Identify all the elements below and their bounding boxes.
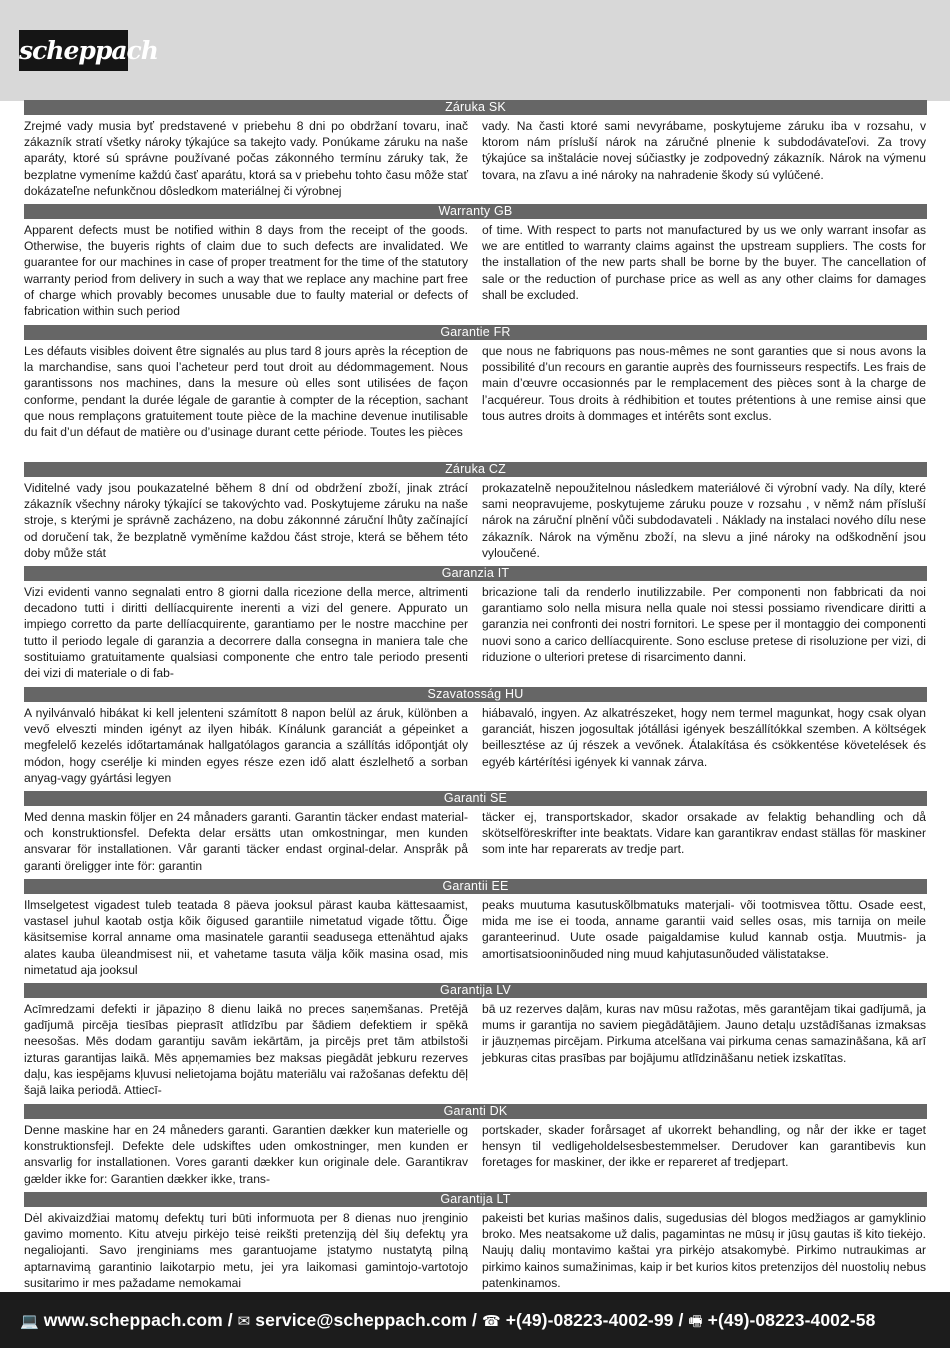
warranty-section-ee bbox=[24, 879, 927, 983]
section-title: Warranty GB bbox=[24, 204, 927, 219]
website-link[interactable]: www.scheppach.com bbox=[43, 1310, 223, 1330]
section-title: Záruka SK bbox=[24, 100, 927, 115]
warranty-text-left: Viditelné vady jsou poukazatelné během 8 dní od obdržení zboží, jinak ztrácí zákazník všechny nároky týkající se takovýchto vad. Poskytujeme záruku na naše stroje, s kterými je správně zacházeno, na dobu zákonnné záruční lhůty začínající od doručení tak, že bezplatně vyměníme každou část stroje, která se během této doby může stát bbox=[24, 481, 468, 560]
warranty-text-left: Vizi evidenti vanno segnalati entro 8 giorni dalla ricezione della merce, altrimenti decadono tutti i diritti dellíacquirente inerenti a vizi del genere. Appurato un impiego corretto da parte dellíacquirente, garantiamo per le nostre macchine per tutto il periodo legale di garanzia a decorrere dalla consegna in maniera tale che sostituiamo gratuitamente qualsiasi componente che entro tale periodo presenti dei vizi di materiale o di fab- bbox=[24, 585, 468, 681]
section-title: Garantii EE bbox=[24, 879, 927, 894]
warranty-section-lv bbox=[24, 983, 927, 1104]
warranty-text-right: vady. Na časti ktoré sami nevyrábame, poskytujeme záruku iba v rozsahu, v ktorom nám prísluší nárok na záručné plnenie k subdodávateľovi. Za trovy týkajúce sa inštalácie novej súčiastky je zodpovedný zákazník. Nárok na výmenu tovara, na zľavu a iné nároky na nahradenie škody sú vylúčené. bbox=[482, 119, 926, 182]
warranty-section-cz bbox=[24, 462, 927, 566]
scheppach-logo: scheppach bbox=[19, 30, 128, 71]
warranty-text-right: pakeisti bet kurias mašinos dalis, sugedusias dėl blogos medžiagos ar gamyklinio broko. Mes neatsakome už dalis, pagamintas ne mūsų ir jūsų gautas iš kito tiekėjo. Naujų dalių montavimo kaštai yra pirkėjo atsakomybė. Pirkimo nutraukimas ar pirkimo kainos sumažinimas, kaip ir bet kurios kitos pretenzijos dėl nuostolių nebus patenkinamos. bbox=[482, 1211, 926, 1290]
warranty-text-left: Apparent defects must be notified within 8 days from the receipt of the goods. Otherwise, the buyeris rights of claim due to such defects are invalidated. We guarantee for our machines in case of proper treatment for the time of the statutory warranty period from delivery in such a way that we replace any machine part free of charge which provably becomes unusable due to faulty material or defects of fabrication within such period bbox=[24, 223, 468, 319]
envelope-icon: ✉ bbox=[237, 1312, 251, 1330]
warranty-text-right: täcker ej, transportskador, skador orsakade av felaktig behandling och då skötselföreskrifter inte beaktats. Vidare kan garantikrav endast ställas för maskiner som inte har reparerats av tredje part. bbox=[482, 810, 926, 857]
section-title: Garanzia IT bbox=[24, 566, 927, 581]
computer-icon: 💻 bbox=[20, 1312, 39, 1330]
contact-footer bbox=[0, 1292, 950, 1348]
warranty-text-left: Acīmredzami defekti ir jāpaziņo 8 dienu laikā no preces saņemšanas. Pretējā gadījumā pircēja tiesības pieprasīt atlīdzību par šādiem defektiem ir spēkā neesošas. Mēs dodam garantiju savām iekārtām, ja pircējs pret tām atbilstoši izturas garantijas laikā. Mēs apņemamies bez maksas piegādāt jebkuru rezerves daļu, kas iespējams kļuvusi nelietojama bojātu materiālu vai ražošanas defektu dēļ šajā laika periodā. Attiecī- bbox=[24, 1002, 468, 1098]
warranty-text-left: Dėl akivaizdžiai matomų defektų turi būti informuota per 8 dienas nuo įrenginio gavimo momento. Kitu atveju pirkėjo teisė reikšti pretenziją dėl šių defektų yra negaliojanti. Savo įrenginiams mes garantuojame įstatymo nustatytą pilną aptarnavimą garantinio laikotarpio metu, jei yra laikomasi gamintojo-vartotojo susitarimo ir mes pažadame nemokamai bbox=[24, 1211, 468, 1290]
warranty-section-sk bbox=[24, 100, 927, 203]
warranty-text-right: bā uz rezerves daļām, kuras nav mūsu ražotas, mēs garantējam tikai gadījumā, ja mums ir garantija no saviem piegādātājiem. Jauno detaļu uzstādīšanas izmaksas ir jāuzņemas pircējam. Pirkuma atcelšana vai pirkuma cenas samazināšana, kā arī jebkuras citas prasības par bojājumu atlīdzināšanu netiek izskatītas. bbox=[482, 1002, 926, 1065]
warranty-text-right: que nous ne fabriquons pas nous-mêmes ne sont garanties que si nous avons la possibilité d’un recours en garantie auprès des fournisseurs respectifs. Les frais de main d’œuvre occasionnés par le remplacement des pièces sont à la charge de l’acquéreur. Tous droits à rédhibition et toutes prétentions à une remise ainsi que tous autres droits à dommages et intérêts sont exclus. bbox=[482, 344, 926, 423]
warranty-text-left: Zrejmé vady musia byť predstavené v priebehu 8 dni po obdržaní tovaru, inač zákazník stratí všetky nároky týkajúce sa takejto vady. Ponúkame záruku na naše aparáty, ktoré sú správne používané počas zákonného termínu záruky tak, že bezplatne vymeníme každú časť aparátu, ktorá sa v priebehu tohto času môže stať dokázateľne nefunkčnou dôsledkom materiálnej či výrobnej bbox=[24, 119, 469, 198]
separator: / bbox=[673, 1310, 689, 1330]
warranty-text-left: Denne maskine har en 24 måneders garanti. Garantien dækker kun materielle og konstruktionsfejl. Defekte dele udskiftes uden omkostninger, men kunden er ansvarlig for installationen. Vores garanti dækker kun originale dele. Garantikrav gælder ikke for: Garantien dækker ikke, trans- bbox=[24, 1123, 468, 1186]
telephone-icon: ☎ bbox=[481, 1312, 501, 1330]
warranty-text-right: hiábavaló, ingyen. Az alkatrészeket, hogy nem termel magunkat, hogy csak olyan garanciát, hiszen jogosultak jótállási igények beszállítókkal szemben. A költségek beillesztése az új részek a vevőnek. Átalakítása és csökkentése követelések és egyéb kártérítési igények ki vannak zárva. bbox=[482, 706, 926, 769]
email-link[interactable]: service@scheppach.com bbox=[255, 1310, 468, 1330]
warranty-section-dk bbox=[24, 1104, 927, 1192]
separator: / bbox=[467, 1310, 482, 1330]
warranty-text-left: Ilmselgetest vigadest tuleb teatada 8 päeva jooksul pärast kauba kättesaamist, vastasel juhul kaotab ostja kõik õigused garantiile nimetatud vigade tõttu. Õige käsitsemise korral anname oma masinatele garantii seadusega ettenähtud ajaks alates kauba üleandmisest nii, et vahetame tasuta välja kõik masina osad, mis nimetatud aja jooksul bbox=[24, 898, 468, 977]
warranty-text-right: peaks muutuma kasutuskõlbmatuks materjali- või tootmisvea tõttu. Osade eest, mida me ise ei tooda, anname garantii vaid selles osas, mis tarnija on meile garanteerinud. Uute osade paigaldamise kulud kannab ostja. Muutmis- ja amortisatsiooninõuded ning muud kahjutasunõuded välistatakse. bbox=[482, 898, 926, 961]
section-title: Garantie FR bbox=[24, 325, 927, 340]
warranty-section-fr bbox=[24, 325, 927, 462]
warranty-section-gb bbox=[24, 204, 927, 325]
section-title: Garanti DK bbox=[24, 1104, 927, 1119]
warranty-text-left: A nyilvánvaló hibákat ki kell jelenteni számított 8 napon belül az áruk, különben a vevő elveszti minden igényt az ilyen hibák. Kínálunk garanciát a gépeinket a megfelelő kezelés időtartamának hallgatólagos garancia a szállítás időpontját oly módon, hogy cserélje ki minden egyes része ezen idő alatt észlelhető a sorban anyag-vagy gyártási legyen bbox=[24, 706, 468, 785]
warranty-text-left: Les défauts visibles doivent être signalés au plus tard 8 jours après la réception de la marchandise, sans quoi l’acheteur perd tout droit au dédommagement. Nous garantissons nos machines, dans la mesure où elles sont utilisées de façon conforme, pendant la durée légale de garantie à compter de la réception, sachant que nous remplaçons gratuitement toute pièce de la machine devenue inutilisable du fait d’un défaut de matière ou d’usinage durant cette période. Toutes les pièces bbox=[24, 344, 468, 440]
phone-number: +(49)-08223-4002-99 bbox=[505, 1310, 674, 1330]
warranty-text-left: Med denna maskin följer en 24 månaders garanti. Garantin täcker endast material- och konstruktionsfel. Defekta delar ersätts utan omkostningar, men kunden ansvarar för installationen. Vår garanti täcker endast orginal-delar. Anspråk på garanti öreligger inte för: garantin bbox=[24, 810, 468, 873]
fax-icon: 🖷 bbox=[688, 1312, 703, 1330]
warranty-section-it bbox=[24, 566, 927, 687]
warranty-section-se bbox=[24, 791, 927, 879]
warranty-text-right: bricazione tali da renderlo inutilizzabile. Per componenti non fabbricati da noi garantiamo solo nella misura nella quale noi stessi possiamo rivendicare diritti a garanzia nei confronti dei nostri fornitori. Le spese per il montaggio dei componenti nuovi sono a carico dellíacquirente. Sono escluse pretese di risoluzione per vizi, di riduzione o ulteriori pretese di risarcimento danni. bbox=[482, 585, 926, 664]
section-title: Garantija LT bbox=[24, 1192, 927, 1207]
warranty-section-lt bbox=[24, 1192, 927, 1292]
separator: / bbox=[222, 1310, 238, 1330]
warranty-text-right: portskader, skader forårsaget af ukorrekt behandling, og når der ikke er taget hensyn til vedligeholdelsesbestemmelser. Derudover kan garantibevis kun foretages for maskiner, der ikke er repareret af tredjepart. bbox=[482, 1123, 926, 1170]
section-title: Záruka CZ bbox=[24, 462, 927, 477]
fax-number: +(49)-08223-4002-58 bbox=[707, 1310, 876, 1330]
section-title: Garantija LV bbox=[24, 983, 927, 998]
section-title: Garanti SE bbox=[24, 791, 927, 806]
warranty-section-hu bbox=[24, 687, 927, 791]
warranty-text-right: of time. With respect to parts not manufactured by us we only warrant insofar as we are entitled to warranty claims against the upstream suppliers. The costs for the installation of the new parts shall be borne by the buyer. The cancellation of sale or the reduction of purchase price as well as any other claims for damages shall be excluded. bbox=[482, 223, 926, 302]
warranty-text-right: prokazatelně nepoužitelnou následkem materiálové či výrobní vady. Na díly, které sami neopravujeme, poskytujeme záruku pouze v rozsahu , v němž nám přísluší nárok na záruční plnění vůči subdodavateli . Náklady na instalaci nového dílu nese zákazník. Nárok na výměnu zboží, na slevu a jiné nároky na odškodnění jsou vyloučené. bbox=[482, 481, 926, 560]
section-title: Szavatosság HU bbox=[24, 687, 927, 702]
